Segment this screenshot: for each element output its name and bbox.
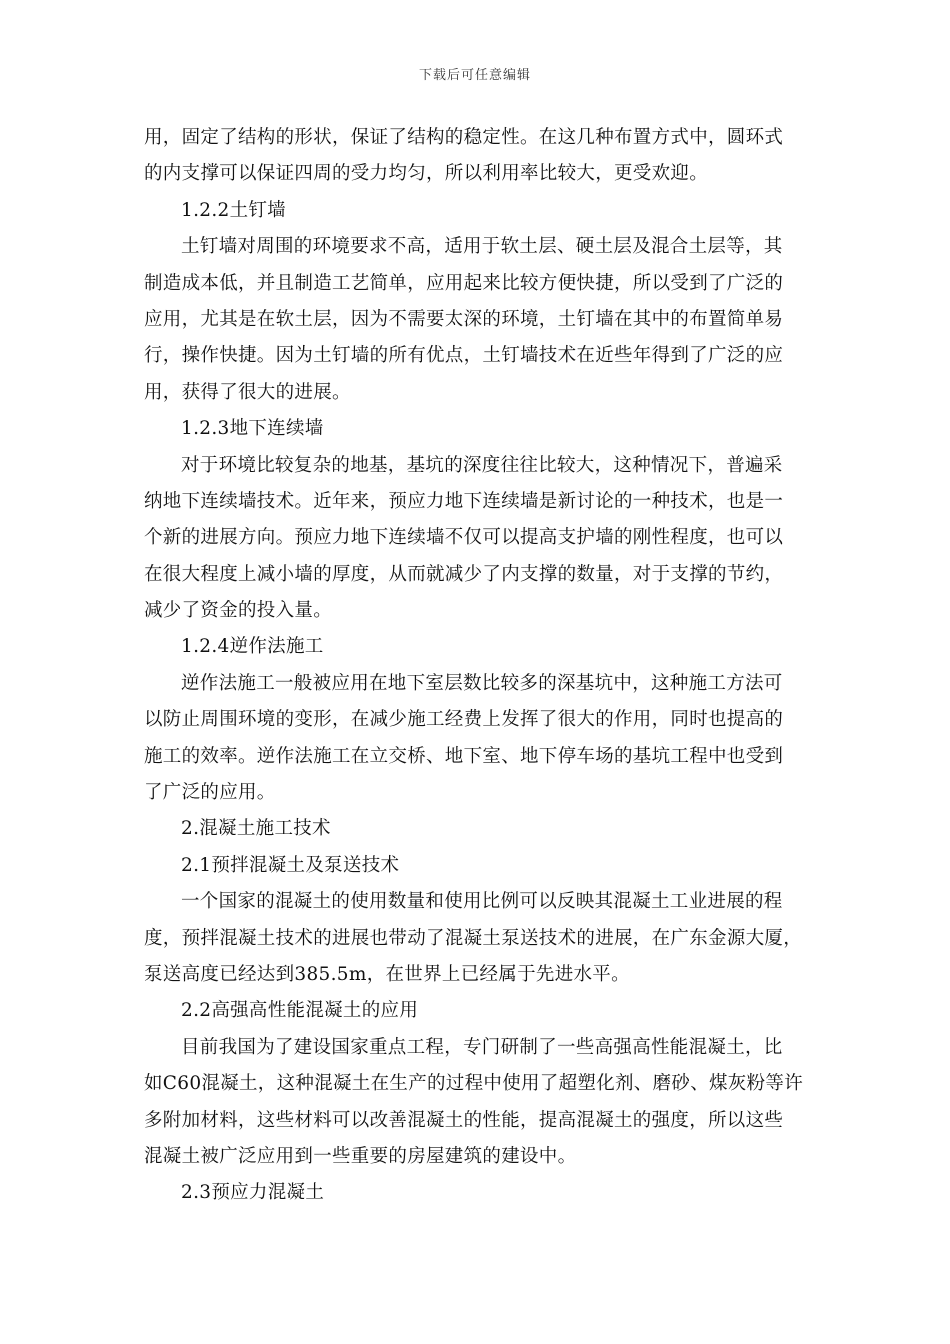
text-line: 了广泛的应用。: [144, 782, 276, 804]
text-line: 多附加材料，这些材料可以改善混凝土的性能，提高混凝土的强度，所以这些: [144, 1109, 784, 1131]
text-line: 以防止周围环境的变形，在减少施工经费上发挥了很大的作用，同时也提高的: [144, 709, 784, 731]
text-line: 个新的进展方向。预应力地下连续墙不仅可以提高支护墙的刚性程度，也可以: [144, 527, 784, 549]
text-line: 1.2.4逆作法施工: [181, 636, 324, 658]
text-line: 目前我国为了建设国家重点工程，专门研制了一些高强高性能混凝土，比: [181, 1036, 783, 1058]
text-line: 度，预拌混凝土技术的进展也带动了混凝土泵送技术的进展，在广东金源大厦，: [144, 927, 803, 949]
document-body: [144, 120, 820, 1212]
text-line: 1.2.2土钉墙: [181, 199, 286, 221]
text-line: 如C60混凝土，这种混凝土在生产的过程中使用了超塑化剂、磨砂、煤灰粉等许: [144, 1073, 803, 1095]
text-line: 2.混凝土施工技术: [181, 818, 331, 840]
text-line: 2.1预拌混凝土及泵送技术: [181, 854, 400, 876]
text-line: 纳地下连续墙技术。近年来，预应力地下连续墙是新讨论的一种技术，也是一: [144, 490, 784, 512]
text-line: 逆作法施工一般被应用在地下室层数比较多的深基坑中，这种施工方法可: [181, 672, 783, 694]
page-header: 下载后可任意编辑: [418, 68, 531, 83]
text-line: 土钉墙对周围的环境要求不高，适用于软土层、硬土层及混合土层等，其: [181, 236, 783, 258]
text-line: 制造成本低，并且制造工艺简单，应用起来比较方便快捷，所以受到了广泛的: [144, 272, 784, 294]
text-line: 在很大程度上减小墙的厚度，从而就减少了内支撑的数量，对于支撑的节约，: [144, 563, 784, 585]
text-line: 2.2高强高性能混凝土的应用: [181, 1000, 419, 1022]
text-line: 混凝土被广泛应用到一些重要的房屋建筑的建设中。: [144, 1145, 577, 1167]
text-line: 对于环境比较复杂的地基，基坑的深度往往比较大，这种情况下，普遍采: [181, 454, 783, 476]
text-line: 应用，尤其是在软土层，因为不需要太深的环境，土钉墙在其中的布置简单易: [144, 308, 784, 330]
text-line: 减少了资金的投入量。: [144, 600, 333, 622]
text-line: 一个国家的混凝土的使用数量和使用比例可以反映其混凝土工业进展的程: [181, 891, 783, 913]
text-line: 施工的效率。逆作法施工在立交桥、地下室、地下停车场的基坑工程中也受到: [144, 745, 784, 767]
text-line: 的内支撑可以保证四周的受力均匀，所以利用率比较大，更受欢迎。: [144, 163, 709, 185]
text-line: 用，获得了很大的进展。: [144, 381, 351, 403]
text-line: 泵送高度已经达到385.5m，在世界上已经属于先进水平。: [144, 963, 630, 985]
text-line: 行，操作快捷。因为土钉墙的所有优点，土钉墙技术在近些年得到了广泛的应: [144, 345, 784, 367]
text-line: 用，固定了结构的形状，保证了结构的稳定性。在这几种布置方式中，圆环式: [144, 127, 784, 148]
text-line: 1.2.3地下连续墙: [181, 418, 324, 440]
text-line: 2.3预应力混凝土: [181, 1182, 325, 1204]
